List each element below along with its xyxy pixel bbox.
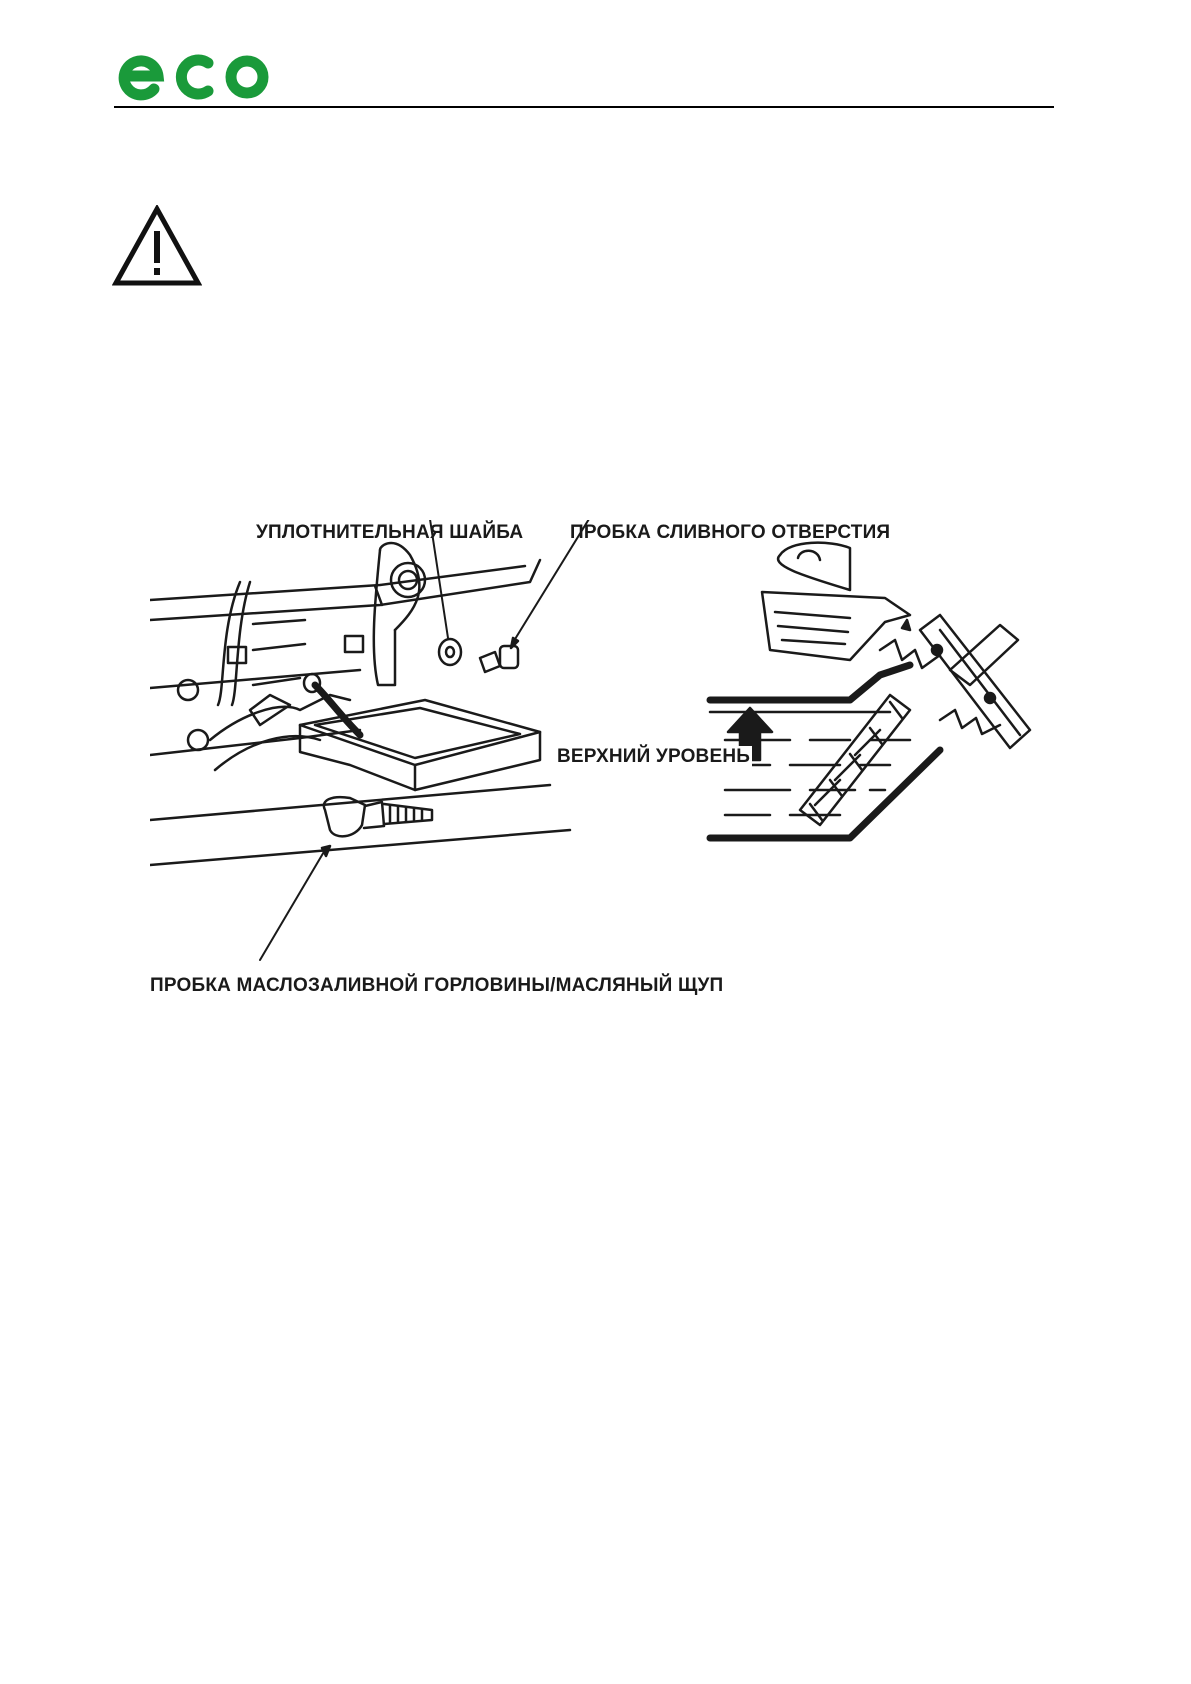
- callout-upper-level: ВЕРХНИЙ УРОВЕНЬ: [557, 746, 751, 767]
- engine-drain-drawing: [150, 520, 597, 960]
- header-rule: [114, 106, 1054, 108]
- page-header: [114, 40, 1054, 110]
- callout-filler-cap-dipstick: ПРОБКА МАСЛОЗАЛИВНОЙ ГОРЛОВИНЫ/МАСЛЯНЫЙ ЩУП: [150, 975, 724, 996]
- warning-triangle-icon: [112, 205, 202, 287]
- callout-drain-plug: ПРОБКА СЛИВНОГО ОТВЕРСТИЯ: [570, 522, 891, 543]
- oil-level-drawing: [710, 543, 1030, 838]
- callout-sealing-washer: УПЛОТНИТЕЛЬНАЯ ШАЙБА: [256, 522, 524, 543]
- eco-logo: [114, 46, 274, 104]
- oil-change-figure: [150, 520, 1090, 1000]
